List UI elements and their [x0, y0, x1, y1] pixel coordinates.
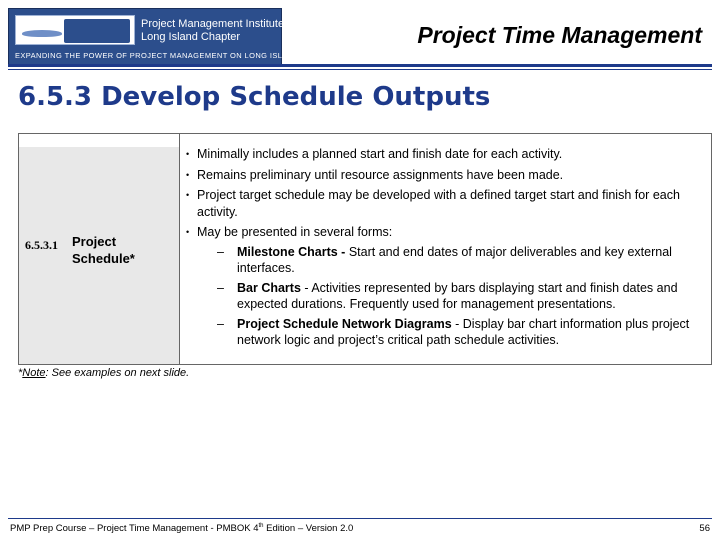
- form-item-bar-charts: [181, 280, 701, 313]
- footer-course-suffix: Edition – Version 2.0: [263, 523, 354, 535]
- pmi-letters-icon: [64, 19, 130, 43]
- logo-tagline: EXPANDING THE POWER OF PROJECT MANAGEMENT ON LONG ISLAND: [15, 51, 300, 60]
- pmi-logo: [8, 8, 300, 66]
- long-island-map-icon: [22, 30, 62, 37]
- header-title: Project Time Management: [417, 22, 702, 48]
- pmi-logo-mark: [15, 15, 135, 45]
- form-text: - Activities represented by bars displaying start and finish dates and expected durations. Frequently used for management presentations.: [237, 280, 678, 311]
- dash-icon: –: [217, 280, 224, 295]
- page-number: 56: [699, 523, 710, 534]
- outputs-table: [18, 133, 712, 365]
- bullet-item: [181, 224, 701, 241]
- process-name-line2: Schedule*: [72, 251, 135, 266]
- footer-course-info: [10, 523, 353, 534]
- dash-icon: –: [217, 244, 224, 259]
- note-label: Note: [22, 367, 46, 379]
- form-term: Project Schedule Network Diagrams: [237, 316, 452, 331]
- form-term: Milestone Charts -: [237, 244, 346, 259]
- bullet-text: Minimally includes a planned start and finish date for each activity.: [197, 147, 563, 161]
- footer-course-prefix: PMP Prep Course – Project Time Management - PMBOK 4: [10, 523, 259, 535]
- process-name-line1: Project: [72, 234, 117, 249]
- description-cell: [181, 134, 711, 364]
- form-item-network-diagrams: [181, 316, 701, 349]
- form-text: Start and end dates of major deliverables and key external interfaces.: [237, 244, 672, 275]
- footer-rule: [8, 518, 712, 519]
- bullet-item: [181, 167, 701, 184]
- bullet-text: Project target schedule may be developed with a defined target start and finish for each activity.: [197, 188, 680, 219]
- footer-course-sup: th: [258, 523, 264, 529]
- bullet-dot-icon: •: [186, 169, 190, 180]
- header-rule: [8, 64, 712, 67]
- bullet-dot-icon: •: [186, 149, 190, 159]
- bullet-text: Remains preliminary until resource assignments have been made.: [197, 167, 564, 182]
- process-number: 6.5.3.1: [25, 238, 58, 252]
- form-item-milestone: [181, 244, 701, 277]
- bullet-dot-icon: •: [186, 190, 190, 200]
- note-prefix: *: [18, 367, 23, 379]
- note-text: : See examples on next slide.: [45, 367, 190, 379]
- bullet-item: [181, 187, 701, 220]
- logo-org-name: Project Management Institute: [141, 18, 285, 30]
- slide-title: 6.5.3 Develop Schedule Outputs: [18, 82, 491, 112]
- process-name: [72, 233, 135, 267]
- dash-icon: –: [217, 316, 224, 331]
- bullet-text: May be presented in several forms:: [197, 225, 393, 239]
- logo-chapter-name: Long Island Chapter: [141, 31, 241, 43]
- bullet-item: [181, 146, 701, 163]
- bullet-dot-icon: •: [186, 227, 190, 237]
- form-text: - Display bar chart information plus project network logic and project’s critical path schedule activities.: [237, 316, 690, 347]
- process-cell: [19, 134, 180, 364]
- form-term: Bar Charts: [237, 280, 301, 295]
- header-rule-thin: [8, 69, 712, 70]
- slide-note: [18, 367, 189, 379]
